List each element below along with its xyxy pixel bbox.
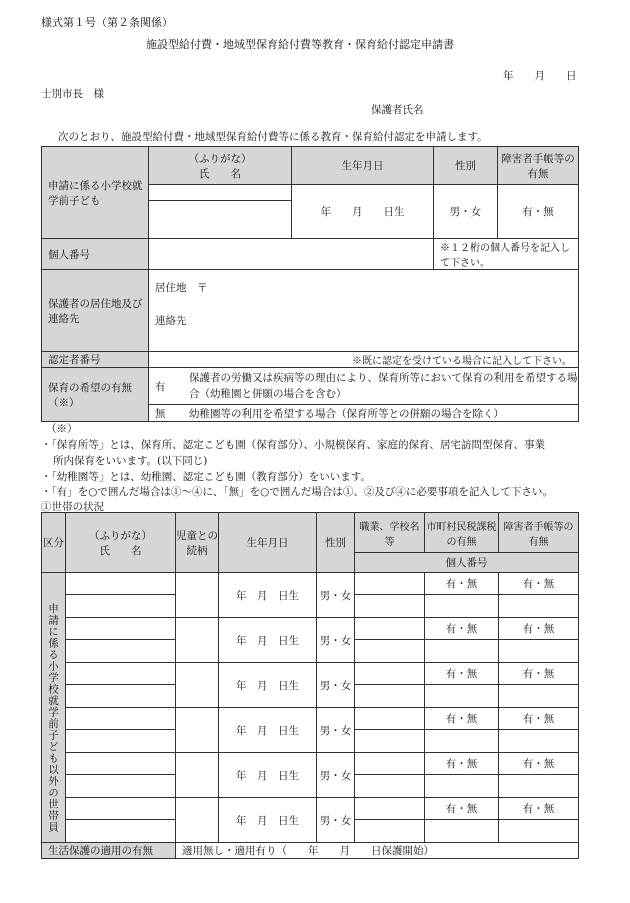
personal-number-input[interactable] [149, 239, 434, 270]
member-birth[interactable]: 年 月 日生 [219, 663, 317, 708]
member-sex[interactable]: 男・女 [317, 663, 355, 708]
hope-yes-row[interactable]: 有 保護者の労働又は疾病等の理由により、保育所等において保育の利用を希望する場合（幼稚園と併願の場合を含む） [149, 368, 579, 405]
cert-number-input[interactable]: ※既に認定を受けている場合に記入して下さい。 [149, 352, 579, 368]
cert-number-label: 認定者番号 [42, 352, 149, 368]
member-personal-number-b[interactable] [425, 820, 499, 843]
member-sex[interactable]: 男・女 [317, 573, 355, 618]
member-name[interactable] [66, 685, 176, 708]
member-name[interactable] [66, 730, 176, 753]
member-job[interactable] [355, 573, 425, 595]
member-tax[interactable]: 有・無 [425, 618, 499, 640]
member-disability[interactable]: 有・無 [499, 753, 579, 775]
household-side-label: 申請に係る小学校就学前子ども以外の世帯員 [42, 573, 66, 843]
col-kubun: 区分 [42, 513, 66, 573]
member-job[interactable] [355, 708, 425, 730]
member-sex[interactable]: 男・女 [317, 708, 355, 753]
disability-header: 障害者手帳等の有無 [498, 147, 579, 185]
member-disability[interactable]: 有・無 [499, 663, 579, 685]
member-personal-number-a[interactable] [355, 820, 425, 843]
member-personal-number-c[interactable] [499, 685, 579, 708]
addressee: 士別市長 様 [41, 88, 104, 100]
member-disability[interactable]: 有・無 [499, 708, 579, 730]
member-personal-number-c[interactable] [499, 775, 579, 798]
member-personal-number-b[interactable] [425, 775, 499, 798]
col-disability: 障害者手帳等の有無 [499, 513, 579, 553]
member-furigana[interactable] [66, 708, 176, 730]
member-personal-number-a[interactable] [355, 775, 425, 798]
member-job[interactable] [355, 663, 425, 685]
member-tax[interactable]: 有・無 [425, 573, 499, 595]
sex-header: 性別 [434, 147, 498, 185]
application-table [41, 146, 579, 422]
sex-value[interactable]: 男・女 [434, 185, 498, 239]
member-job[interactable] [355, 618, 425, 640]
welfare-label: 生活保護の適用の有無 [42, 843, 176, 859]
member-tax[interactable]: 有・無 [425, 798, 499, 820]
guardian-name-label: 保護者氏名 [371, 104, 424, 116]
member-personal-number-a[interactable] [355, 685, 425, 708]
note-2: ・「幼稚園等」とは、幼稚園、認定こども園（教育部分）をいいます。 [41, 471, 371, 483]
member-furigana[interactable] [66, 753, 176, 775]
member-personal-number-b[interactable] [425, 730, 499, 753]
note-1b: 所内保育をいいます。(以下同じ) [53, 455, 208, 467]
member-tax[interactable]: 有・無 [425, 663, 499, 685]
member-name[interactable] [66, 820, 176, 843]
member-personal-number-b[interactable] [425, 685, 499, 708]
member-sex[interactable]: 男・女 [317, 618, 355, 663]
note-mark: （※） [46, 423, 78, 435]
furigana-input[interactable] [149, 185, 292, 201]
member-disability[interactable]: 有・無 [499, 798, 579, 820]
member-relation[interactable] [176, 798, 219, 843]
member-relation[interactable] [176, 753, 219, 798]
hope-no-row[interactable]: 無 幼稚園等の利用を希望する場合（保育所等との併願の場合を除く） [149, 405, 579, 422]
personal-number-label: 個人番号 [42, 239, 149, 270]
member-personal-number-b[interactable] [425, 595, 499, 618]
col-name: （ふりがな） 氏 名 [66, 513, 176, 573]
member-birth[interactable]: 年 月 日生 [219, 798, 317, 843]
form-title: 施設型給付費・地域型保育給付費等教育・保育給付認定申請書 [146, 38, 454, 51]
member-personal-number-c[interactable] [499, 640, 579, 663]
member-relation[interactable] [176, 663, 219, 708]
note-1: ・「保育所等」とは、保育所、認定こども園（保育部分）、小規模保育、家庭的保育、居宅訪問型保育、事業 [41, 439, 545, 451]
member-furigana[interactable] [66, 798, 176, 820]
child-label: 申請に係る小学校就学前子ども [42, 147, 149, 239]
col-job: 職業、学校名等 [355, 513, 425, 553]
member-personal-number-b[interactable] [425, 640, 499, 663]
member-relation[interactable] [176, 618, 219, 663]
member-furigana[interactable] [66, 618, 176, 640]
application-date[interactable]: 年 月 日 [503, 70, 577, 82]
address-label: 保護者の居住地及び連絡先 [42, 270, 149, 352]
birth-value[interactable]: 年 月 日生 [292, 185, 434, 239]
member-disability[interactable]: 有・無 [499, 573, 579, 595]
household-table [41, 512, 579, 859]
member-birth[interactable]: 年 月 日生 [219, 753, 317, 798]
member-personal-number-a[interactable] [355, 595, 425, 618]
member-birth[interactable]: 年 月 日生 [219, 573, 317, 618]
member-job[interactable] [355, 753, 425, 775]
note-3: ・「有」を○で囲んだ場合は①～④に、「無」を○で囲んだ場合は①、②及び④に必要事項を記入して下さい。 [41, 486, 553, 498]
col-relation: 児童との続柄 [176, 513, 219, 573]
personal-number-note: ※１２桁の個人番号を記入して下さい。 [434, 239, 579, 270]
intro-text: 次のとおり、施設型給付費・地域型保育給付費等に係る教育・保育給付認定を申請します。 [58, 131, 488, 143]
col-personal-number: 個人番号 [355, 553, 579, 573]
address-field[interactable]: 居住地 〒 連絡先 [149, 270, 579, 352]
col-sex: 性別 [317, 513, 355, 573]
form-number: 様式第１号（第２条関係） [41, 16, 173, 29]
member-relation[interactable] [176, 708, 219, 753]
member-personal-number-a[interactable] [355, 730, 425, 753]
col-birth: 生年月日 [219, 513, 317, 573]
member-furigana[interactable] [66, 663, 176, 685]
member-personal-number-c[interactable] [499, 730, 579, 753]
member-name[interactable] [66, 775, 176, 798]
member-name[interactable] [66, 595, 176, 618]
child-name-input[interactable] [149, 201, 292, 239]
member-birth[interactable]: 年 月 日生 [219, 708, 317, 753]
member-sex[interactable]: 男・女 [317, 798, 355, 843]
hope-label: 保育の希望の有無（※） [42, 368, 149, 422]
member-birth[interactable]: 年 月 日生 [219, 618, 317, 663]
disability-value[interactable]: 有・無 [498, 185, 579, 239]
member-furigana[interactable] [66, 573, 176, 595]
welfare-value[interactable]: 適用無し・適用有り（ 年 月 日保護開始） [176, 843, 579, 859]
member-personal-number-c[interactable] [499, 820, 579, 843]
member-name[interactable] [66, 640, 176, 663]
member-job[interactable] [355, 798, 425, 820]
col-tax: 市町村民税課税の有無 [425, 513, 499, 553]
member-relation[interactable] [176, 573, 219, 618]
member-disability[interactable]: 有・無 [499, 618, 579, 640]
member-tax[interactable]: 有・無 [425, 708, 499, 730]
section-title: ①世帯の状況 [41, 501, 104, 513]
member-personal-number-c[interactable] [499, 595, 579, 618]
member-personal-number-a[interactable] [355, 640, 425, 663]
name-header: （ふりがな） 氏 名 [149, 147, 292, 185]
member-sex[interactable]: 男・女 [317, 753, 355, 798]
birth-header: 生年月日 [292, 147, 434, 185]
member-tax[interactable]: 有・無 [425, 753, 499, 775]
